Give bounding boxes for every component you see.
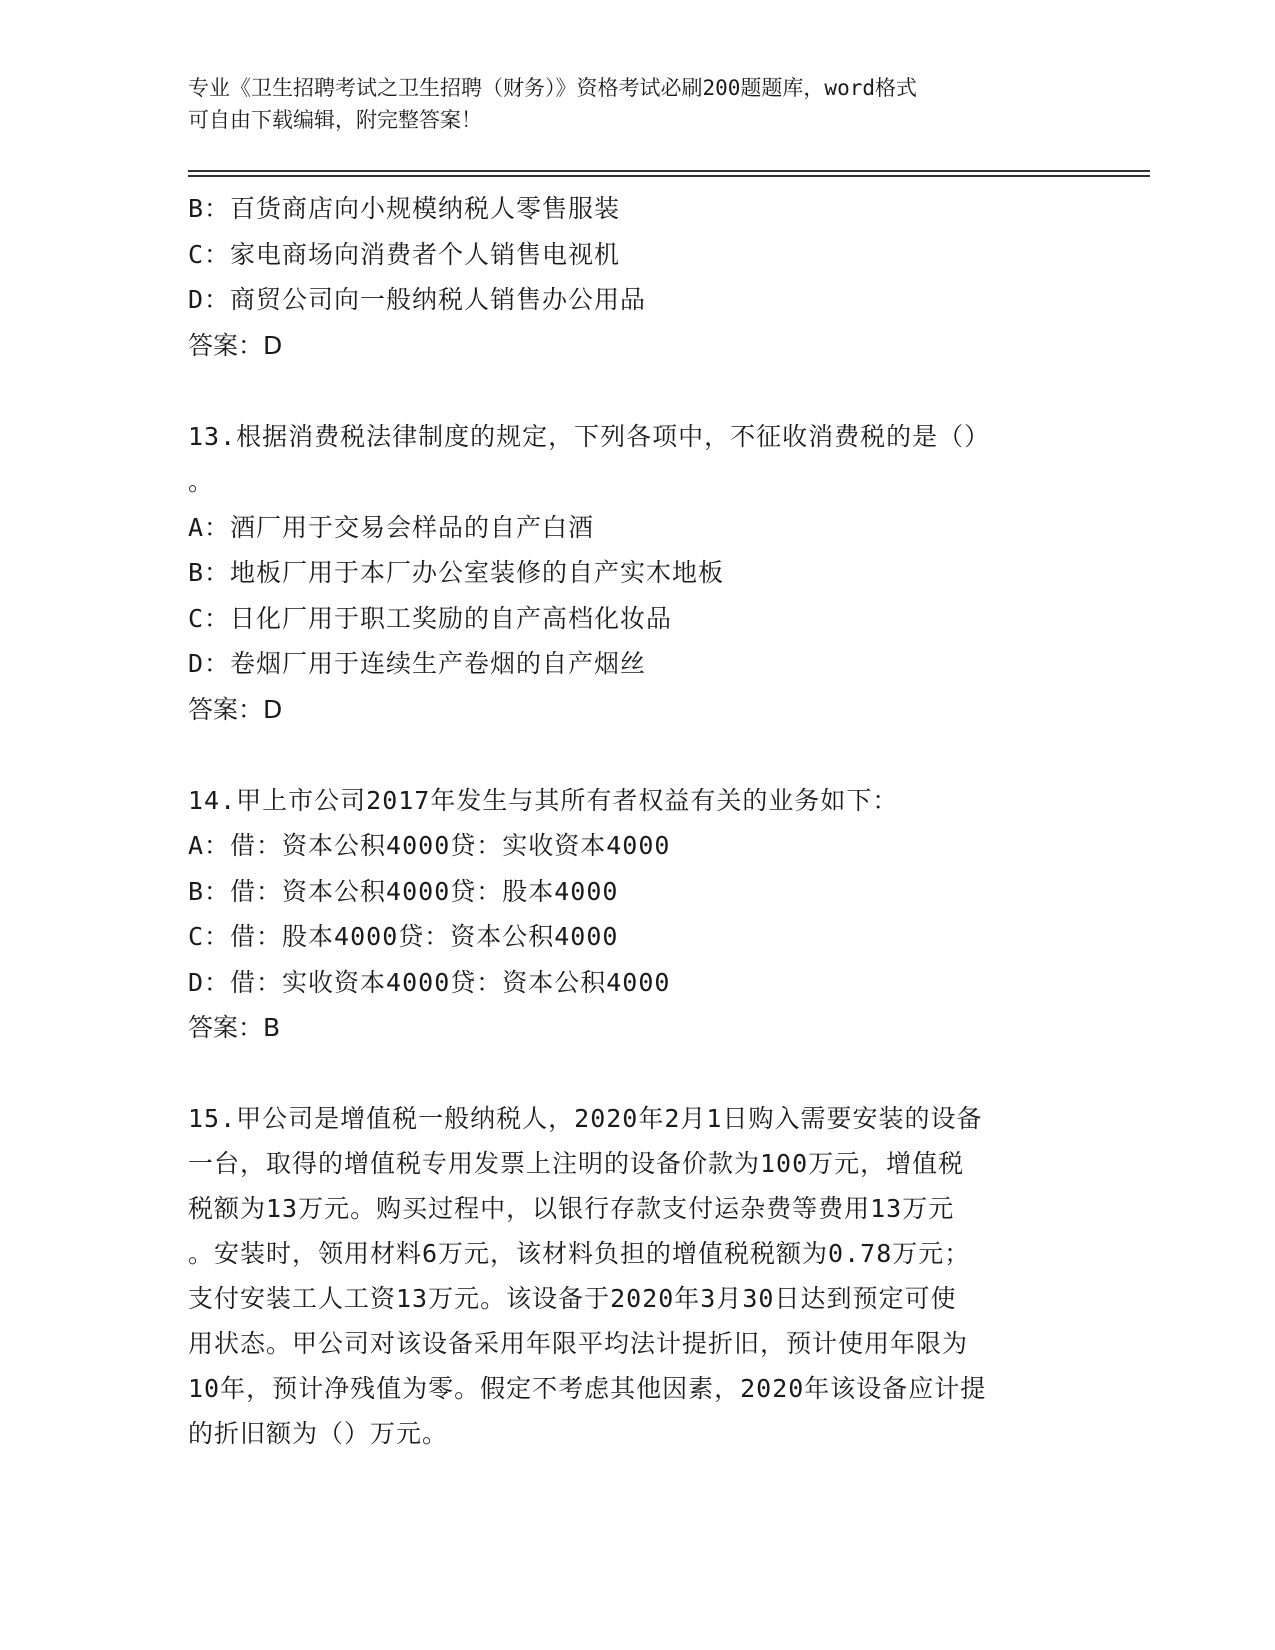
option-b: B：地板厂用于本厂办公室装修的自产实木地板 — [188, 558, 725, 587]
option-d: D：商贸公司向一般纳税人销售办公用品 — [188, 285, 647, 314]
document-header — [188, 72, 1088, 136]
header-rule-bottom — [188, 175, 1150, 177]
header-rule-top — [188, 170, 1150, 172]
question-stem-line: 的折旧额为（）万元。 — [188, 1419, 449, 1448]
question-stem-line: 一台，取得的增值税专用发票上注明的设备价款为100万元，增值税 — [188, 1149, 965, 1178]
option-b: B：百货商店向小规模纳税人零售服装 — [188, 194, 621, 223]
option-b: B：借：资本公积4000贷：股本4000 — [188, 876, 619, 906]
question-stem-line: 10年，预计净残值为零。假定不考虑其他因素，2020年该设备应计提 — [188, 1374, 987, 1403]
option-a: A：借：资本公积4000贷：实收资本4000 — [188, 831, 671, 860]
answer: 答案：B — [188, 1013, 281, 1042]
header-line-1: 专业《卫生招聘考试之卫生招聘（财务）》资格考试必刷200题题库，word格式 — [188, 76, 917, 100]
question-stem: 14.甲上市公司2017年发生与其所有者权益有关的业务如下： — [188, 785, 899, 815]
header-line-2: 可自由下载编辑，附完整答案！ — [188, 108, 482, 132]
question-stem-line: 税额为13万元。购买过程中，以银行存款支付运杂费等费用13万元 — [188, 1194, 955, 1223]
option-d: D：卷烟厂用于连续生产卷烟的自产烟丝 — [188, 649, 647, 678]
option-c: C：日化厂用于职工奖励的自产高档化妆品 — [188, 603, 673, 633]
question-14 — [188, 778, 1088, 1051]
question-stem-line: 15.甲公司是增值税一般纳税人，2020年2月1日购入需要安装的设备 — [188, 1104, 983, 1133]
question-stem: 13.根据消费税法律制度的规定，下列各项中，不征收消费税的是（） — [188, 421, 991, 451]
answer: 答案：D — [188, 330, 283, 360]
question-13 — [188, 414, 1088, 733]
question-stem-line: 用状态。甲公司对该设备采用年限平均法计提折旧，预计使用年限为 — [188, 1329, 969, 1358]
question-list — [188, 186, 1088, 1456]
question-12 — [188, 186, 1088, 368]
question-stem-cont: 。 — [188, 467, 215, 496]
question-stem-line: 。安装时，领用材料6万元，该材料负担的增值税税额为0.78万元； — [188, 1239, 971, 1268]
option-a: A：酒厂用于交易会样品的自产白酒 — [188, 512, 595, 542]
question-15 — [188, 1096, 1088, 1456]
answer: 答案：D — [188, 694, 283, 724]
option-d: D：借：实收资本4000贷：资本公积4000 — [188, 967, 671, 997]
option-c: C：借：股本4000贷：资本公积4000 — [188, 922, 619, 951]
question-stem-line: 支付安装工人工资13万元。该设备于2020年3月30日达到预定可使 — [188, 1284, 957, 1313]
option-c: C：家电商场向消费者个人销售电视机 — [188, 239, 621, 269]
